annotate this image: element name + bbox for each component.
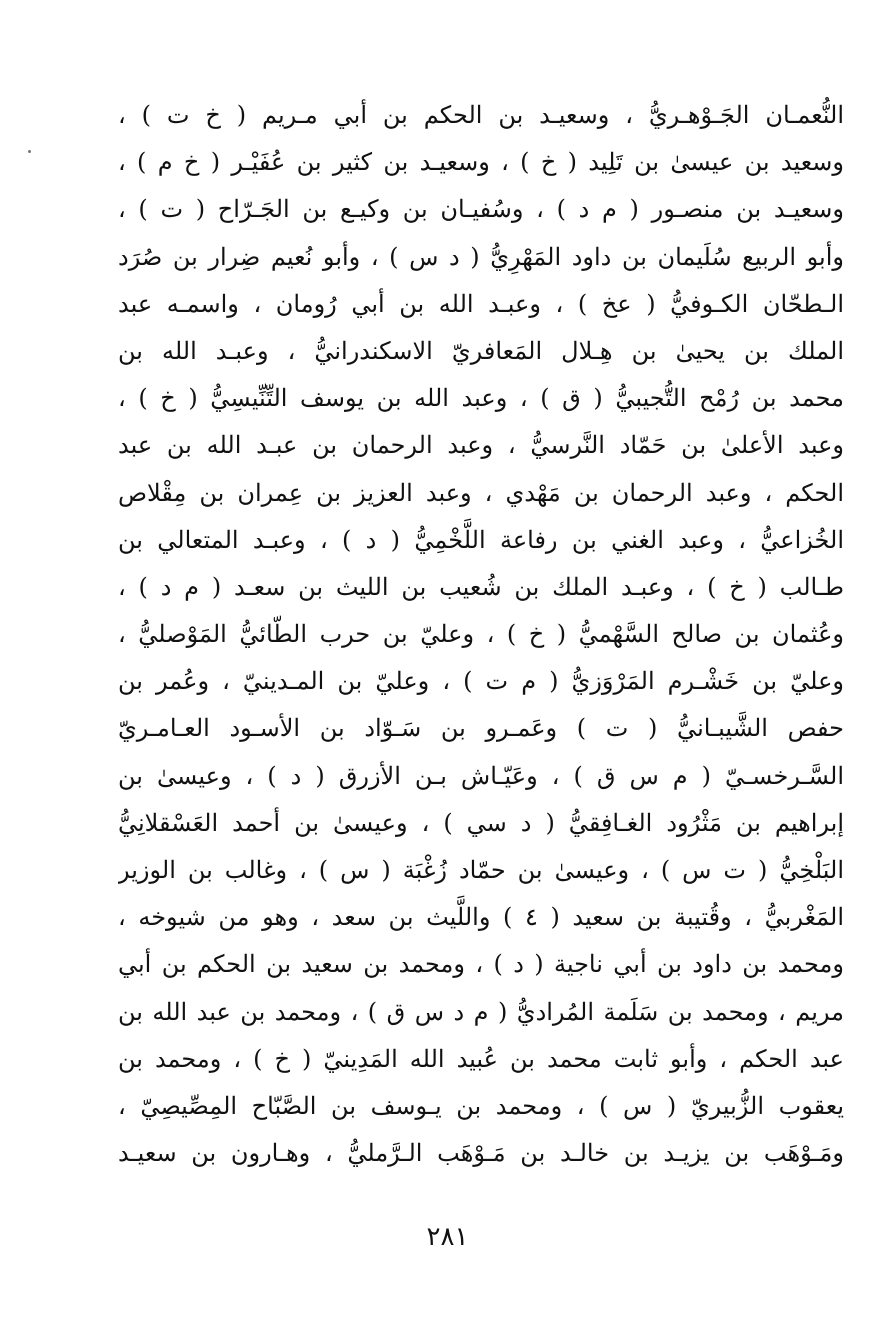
text-line: وأبو الربيع سُلَيمان بن داود المَهْرِيُّ ( د س ) ، وأبو نُعيم ضِرار بن صُرَد [118,242,844,271]
text-line: وعُثمان بن صالح السَّهْميُّ ( خ ) ، وعليّ بن حرب الطّائيُّ المَوْصليُّ ، [118,620,844,649]
text-line: حفص الشَّيبـانيُّ ( ت ) وعَمـرو بن سَـوّاد بن الأسـود العـامـريّ [118,714,844,743]
text-line: ومحمد بن داود بن أبي ناجية ( د ) ، ومحمد بن سعيد بن الحكم بن أبي [118,950,844,979]
text-line: الخُزاعيُّ ، وعبد الغني بن رفاعة اللَّخْمِيُّ ( د ) ، وعبـد المتعالي بن [118,525,844,554]
text-line: وسعيد بن عيسىٰ بن تَلِيد ( خ ) ، وسعيـد بن كثير بن عُفَيْـر ( خ م ) ، [118,148,844,177]
text-line: عبد الحكم ، وأبو ثابت محمد بن عُبيد الله المَدِينيّ ( خ ) ، ومحمد بن [118,1044,844,1073]
text-line: النُّعمـان الجَـوْهـريُّ ، وسعيـد بن الحكم بن أبي مـريم ( خ ت ) ، [118,101,844,129]
text-line: الملك بن يحيىٰ بن هِـلال المَعافريّ الاسكندرانيُّ ، وعبـد الله بن [118,336,844,365]
text-line: الـطحّان الكـوفيُّ ( عخ ) ، وعبـد الله بن أبي رُومان ، واسمـه عبد [118,289,844,318]
text-line: وعبد الأعلىٰ بن حَمّاد النَّرسيُّ ، وعبد الرحمان بن عبـد الله بن عبد [118,431,844,460]
text-line: يعقوب الزُّبيريّ ( س ) ، ومحمد بن يـوسف بن الصَّبّاح المِصِّيصِيّ ، [118,1091,844,1120]
text-line: وعليّ بن خَشْـرم المَرْوَزيُّ ( م ت ) ، وعليّ بن المـدينيّ ، وعُمر بن [118,667,844,696]
text-line: محمد بن رُمْح التُّجيبيُّ ( ق ) ، وعبد الله بن يوسف التِّنِّيسِيُّ ( خ ) ، [118,384,844,413]
body-text [118,92,844,1177]
text-line: طـالب ( خ ) ، وعبـد الملك بن شُعيب بن الليث بن سعـد ( م د ) ، [118,572,844,601]
page-number: ٢٨١ [426,1222,469,1252]
scan-speck [28,150,31,153]
text-line: الحكم ، وعبد الرحمان بن مَهْدي ، وعبد العزيز بن عِمران بن مِقْلاص [118,478,844,507]
text-line: البَلْخِيُّ ( ت س ) ، وعيسىٰ بن حمّاد زُغْبَة ( س ) ، وغالب بن الوزير [118,856,844,884]
text-line: ومَـوْهَب بن يزيـد بن خالـد بن مَـوْهَب الـرَّمليُّ ، وهـارون بن سعيـد [118,1139,844,1168]
text-line: مريم ، ومحمد بن سَلَمة المُراديُّ ( م د س ق ) ، ومحمد بن عبد الله بن [118,997,844,1026]
text-line: المَغْربيُّ ، وقُتيبة بن سعيد ( ٤ ) واللَّيث بن سعد ، وهو من شيوخه ، [118,903,844,932]
text-line: إبراهيم بن مَثْرُود الغـافِقيُّ ( د سي ) ، وعيسىٰ بن أحمد العَسْقلانِيُّ [118,808,844,837]
text-line: وسعيـد بن منصـور ( م د ) ، وسُفيـان بن وكيـع بن الجَـرّاح ( ت ) ، [118,195,844,224]
text-line: السَّـرخسـيّ ( م س ق ) ، وعَيّـاش بـن الأزرق ( د ) ، وعيسىٰ بن [118,761,844,790]
